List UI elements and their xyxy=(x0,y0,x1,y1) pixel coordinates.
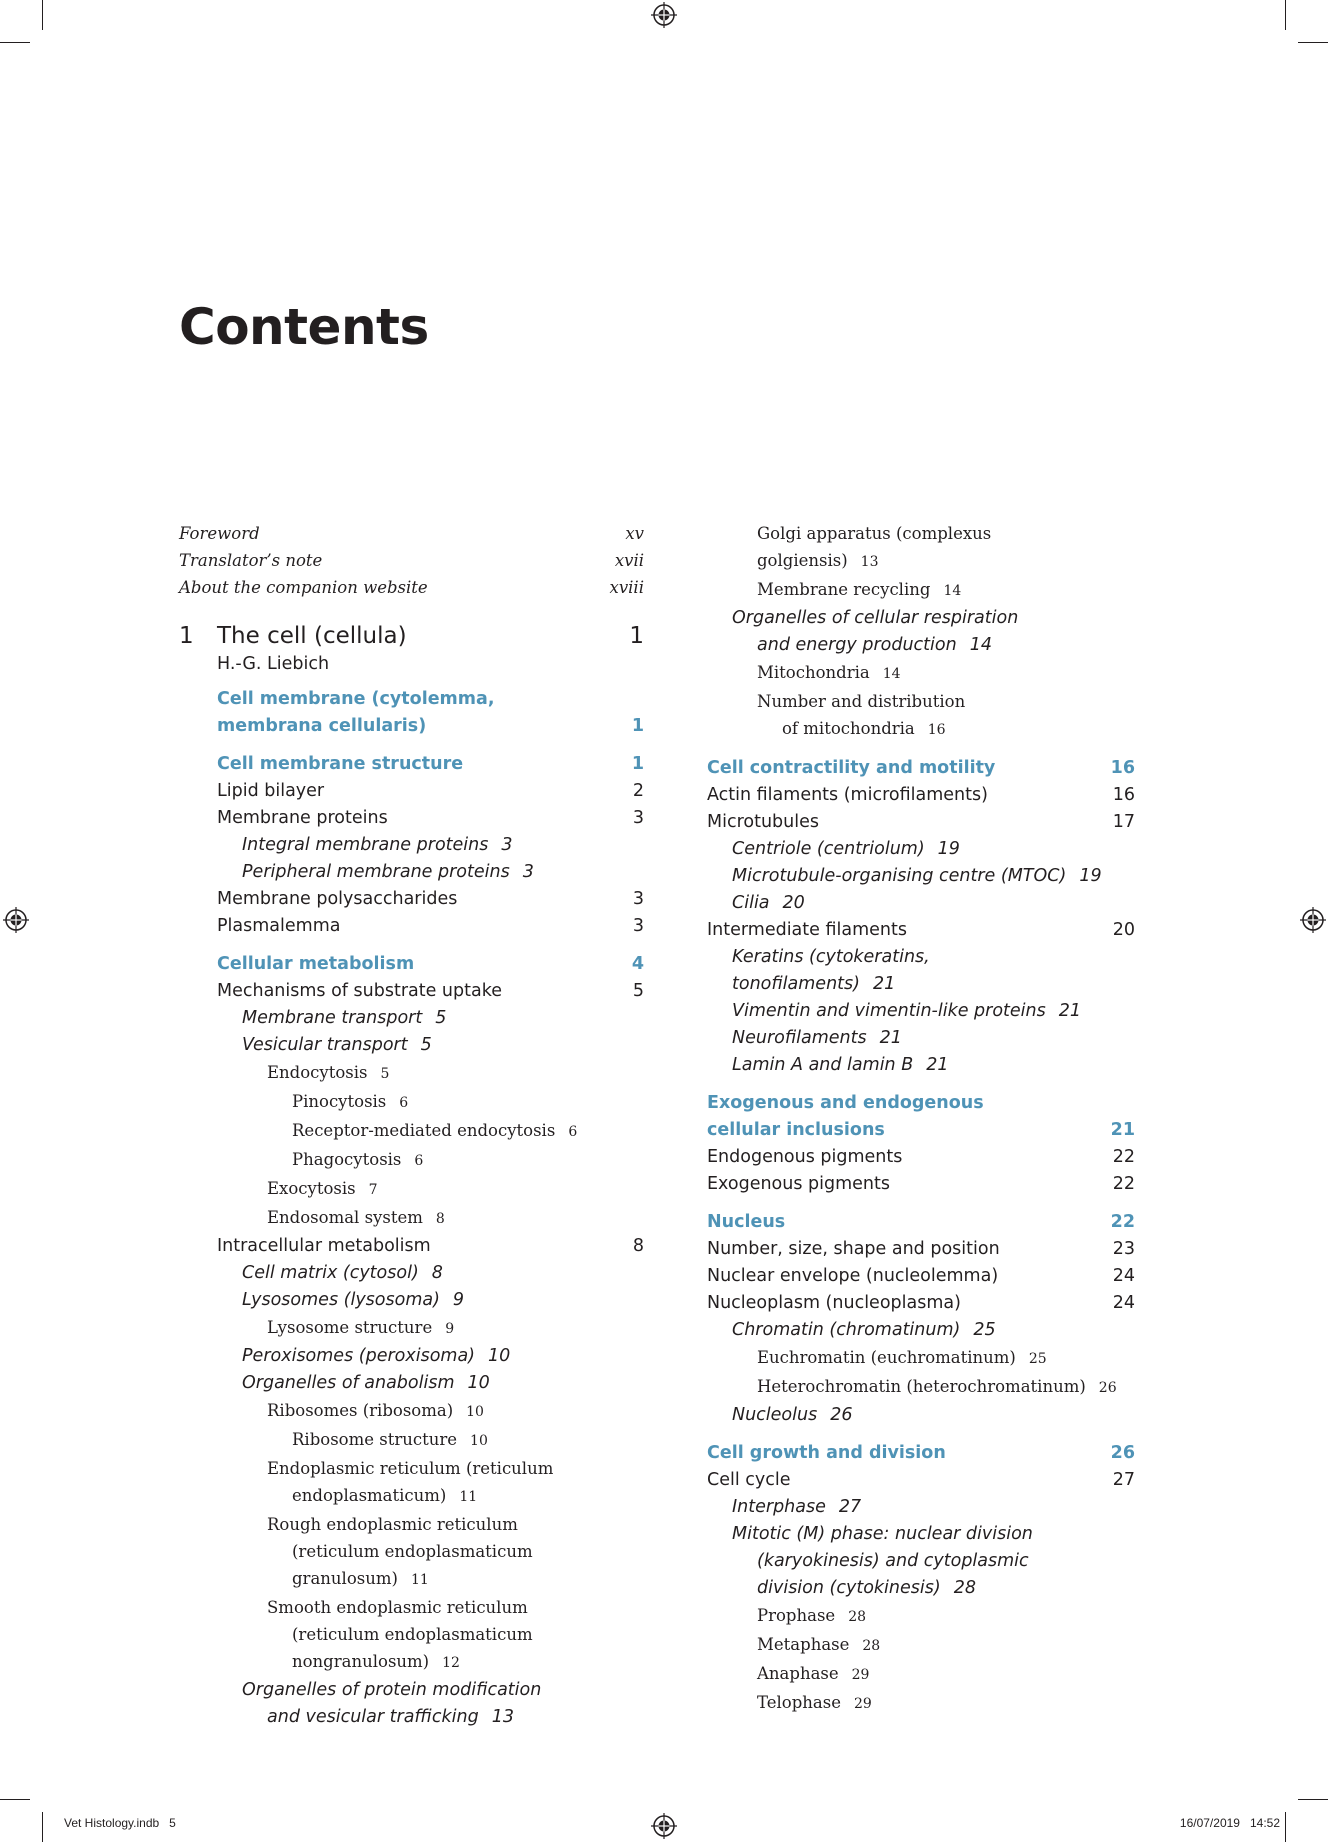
toc-entry[interactable]: Interphase 27 xyxy=(732,1497,862,1517)
toc-entry[interactable]: Pinocytosis 6 xyxy=(292,1092,409,1111)
toc-entry[interactable]: Microtubules 17 xyxy=(707,812,1135,832)
toc-entry[interactable]: Integral membrane proteins 3 xyxy=(242,835,513,855)
toc-section[interactable]: Cellular metabolism 4 xyxy=(217,954,644,974)
toc-entry[interactable]: Intracellular metabolism 8 xyxy=(217,1236,644,1256)
toc-entry[interactable]: Translator’s note xvii xyxy=(179,551,644,570)
toc-entry[interactable]: Lysosome structure 9 xyxy=(267,1318,455,1337)
toc-entry[interactable]: Prophase 28 xyxy=(757,1606,867,1625)
crop-mark xyxy=(0,1799,30,1800)
footer-date-label: 16/07/2019 14:52 xyxy=(1179,1816,1280,1830)
footer-file-label: Vet Histology.indb 5 xyxy=(64,1816,176,1830)
toc-section[interactable]: Cell membrane structure 1 xyxy=(217,754,644,774)
toc-entry[interactable]: Organelles of cellular respiration and energy production 14 xyxy=(732,608,1019,655)
registration-mark-icon xyxy=(651,2,677,28)
toc-entry[interactable]: Nucleoplasm (nucleoplasma) 24 xyxy=(707,1293,1135,1313)
toc-entry[interactable]: Telophase 29 xyxy=(757,1693,872,1712)
toc-entry[interactable]: Intermediate filaments 20 xyxy=(707,920,1135,940)
registration-mark-icon xyxy=(1300,907,1326,933)
toc-entry[interactable]: Golgi apparatus (complexus golgiensis) 13 xyxy=(757,524,992,570)
toc-entry[interactable]: Exocytosis 7 xyxy=(267,1179,378,1198)
toc-entry[interactable]: Endosomal system 8 xyxy=(267,1208,445,1227)
toc-entry[interactable]: Lamin A and lamin B 21 xyxy=(732,1055,949,1075)
chapter-number: 1 xyxy=(179,623,194,649)
crop-mark xyxy=(0,42,30,43)
toc-entry[interactable]: Number, size, shape and position 23 xyxy=(707,1239,1135,1259)
toc-entry[interactable]: Organelles of protein modification and vesicular trafficking 13 xyxy=(242,1680,542,1727)
toc-entry[interactable]: Ribosomes (ribosoma) 10 xyxy=(267,1401,484,1420)
chapter-title: The cell (cellula) xyxy=(217,623,407,649)
toc-entry[interactable]: Endocytosis 5 xyxy=(267,1063,390,1082)
page-title: Contents xyxy=(179,298,429,356)
toc-entry[interactable]: Keratins (cytokeratins, tonofilaments) 21 xyxy=(732,947,930,994)
toc-entry[interactable]: Mitotic (M) phase: nuclear division (karyokinesis) and cytoplasmic division (cytokinesis) 28 xyxy=(732,1524,1033,1598)
registration-mark-icon xyxy=(3,907,29,933)
toc-entry[interactable]: Exogenous pigments 22 xyxy=(707,1174,1135,1194)
toc-entry[interactable]: Nucleolus 26 xyxy=(732,1405,853,1425)
toc-entry[interactable]: Mechanisms of substrate uptake 5 xyxy=(217,981,644,1001)
toc-entry[interactable]: Peroxisomes (peroxisoma) 10 xyxy=(242,1346,511,1366)
crop-mark xyxy=(42,1812,43,1842)
chapter-author: H.-G. Liebich xyxy=(217,654,330,674)
toc-entry[interactable]: Centriole (centriolum) 19 xyxy=(732,839,960,859)
toc-section[interactable]: Cell membrane (cytolemma, membrana cellularis) 1 xyxy=(217,689,644,736)
toc-entry[interactable]: Peripheral membrane proteins 3 xyxy=(242,862,534,882)
toc-entry[interactable]: Microtubule-organising centre (MTOC) 19 xyxy=(732,866,1102,886)
toc-entry[interactable]: Cell cycle 27 xyxy=(707,1470,1135,1490)
toc-entry[interactable]: Membrane recycling 14 xyxy=(757,580,962,599)
toc-entry[interactable]: Plasmalemma 3 xyxy=(217,916,644,936)
toc-section[interactable]: Cell growth and division 26 xyxy=(707,1443,1135,1463)
crop-mark xyxy=(1298,1799,1328,1800)
toc-section[interactable]: Exogenous and endogenous cellular inclusions 21 xyxy=(707,1093,1135,1140)
toc-entry[interactable]: Vimentin and vimentin-like proteins 21 xyxy=(732,1001,1082,1021)
toc-column-right xyxy=(707,520,1135,1718)
toc-entry[interactable]: Chromatin (chromatinum) 25 xyxy=(732,1320,996,1340)
toc-entry[interactable]: Anaphase 29 xyxy=(757,1664,870,1683)
toc-entry[interactable]: Euchromatin (euchromatinum) 25 xyxy=(757,1348,1047,1367)
toc-entry[interactable]: Endogenous pigments 22 xyxy=(707,1147,1135,1167)
toc-entry[interactable]: Vesicular transport 5 xyxy=(242,1035,432,1055)
toc-entry[interactable]: Metaphase 28 xyxy=(757,1635,881,1654)
toc-entry[interactable]: Lysosomes (lysosoma) 9 xyxy=(242,1290,465,1310)
toc-entry[interactable]: Cell matrix (cytosol) 8 xyxy=(242,1263,443,1283)
toc-entry[interactable]: Membrane transport 5 xyxy=(242,1008,447,1028)
toc-section[interactable]: Cell contractility and motility 16 xyxy=(707,758,1135,778)
toc-entry[interactable]: Rough endoplasmic reticulum (reticulum endoplasmaticum granulosum) 11 xyxy=(267,1515,533,1588)
toc-entry[interactable]: About the companion website xviii xyxy=(179,578,644,597)
toc-entry[interactable]: Membrane polysaccharides 3 xyxy=(217,889,644,909)
toc-entry[interactable]: Membrane proteins 3 xyxy=(217,808,644,828)
toc-section[interactable]: Nucleus 22 xyxy=(707,1212,1135,1232)
toc-column-left xyxy=(179,520,644,1731)
toc-entry[interactable]: Lipid bilayer 2 xyxy=(217,781,644,801)
toc-entry[interactable]: Organelles of anabolism 10 xyxy=(242,1373,490,1393)
toc-entry[interactable]: Endoplasmic reticulum (reticulum endoplasmaticum) 11 xyxy=(267,1459,554,1505)
crop-mark xyxy=(1285,1812,1286,1842)
chapter-page: 1 xyxy=(629,623,644,649)
registration-mark-icon xyxy=(651,1813,677,1839)
toc-entry[interactable]: Foreword xv xyxy=(179,524,644,543)
toc-entry[interactable]: Heterochromatin (heterochromatinum) 26 xyxy=(757,1377,1117,1396)
crop-mark xyxy=(42,0,43,30)
toc-entry[interactable]: Smooth endoplasmic reticulum (reticulum endoplasmaticum nongranulosum) 12 xyxy=(267,1598,533,1671)
crop-mark xyxy=(1285,0,1286,30)
toc-entry[interactable]: Neurofilaments 21 xyxy=(732,1028,902,1048)
toc-entry[interactable]: Cilia 20 xyxy=(732,893,805,913)
crop-mark xyxy=(1298,42,1328,43)
toc-entry[interactable]: Mitochondria 14 xyxy=(757,663,901,682)
toc-entry[interactable]: Receptor-mediated endocytosis 6 xyxy=(292,1121,578,1140)
toc-entry[interactable]: Phagocytosis 6 xyxy=(292,1150,424,1169)
toc-entry[interactable]: Number and distribution of mitochondria 16 xyxy=(757,692,966,738)
toc-entry[interactable]: Actin filaments (microfilaments) 16 xyxy=(707,785,1135,805)
toc-entry[interactable]: Nuclear envelope (nucleolemma) 24 xyxy=(707,1266,1135,1286)
toc-entry[interactable]: Ribosome structure 10 xyxy=(292,1430,488,1449)
chapter-heading[interactable] xyxy=(179,621,644,651)
